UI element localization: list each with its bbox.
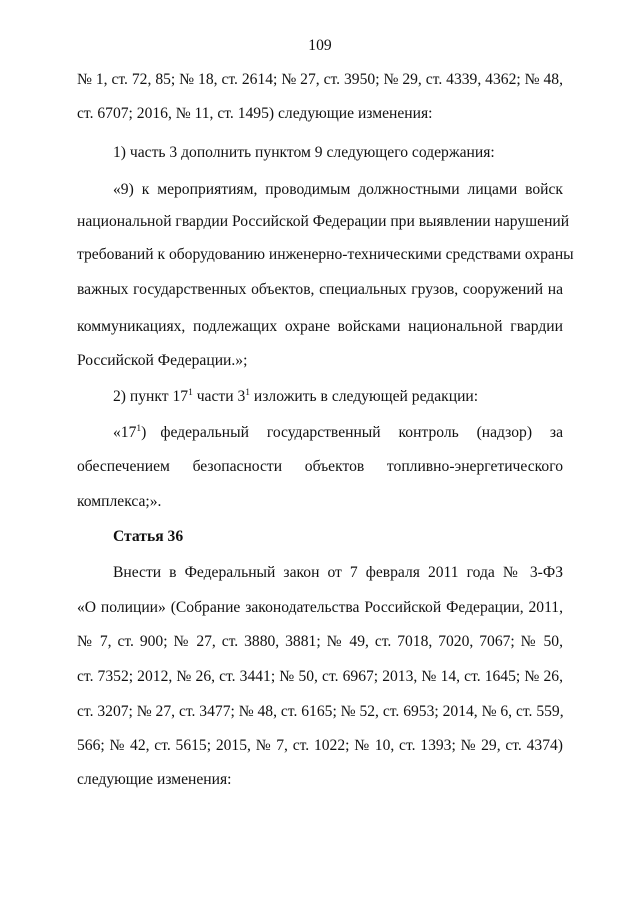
text-line: комплекса;».	[77, 493, 162, 510]
text-line-17-1	[113, 423, 563, 443]
text-line: национальной гвардии Российской Федерации при выявлении нарушений	[77, 213, 570, 230]
text-line: 1) часть 3 дополнить пунктом 9 следующего содержания:	[113, 144, 495, 161]
text-line: ст. 3207; № 27, ст. 3477; № 48, ст. 6165; № 52, ст. 6953; 2014, № 6, ст. 559,	[77, 703, 564, 720]
text-line: ст. 6707; 2016, № 11, ст. 1495) следующие изменения:	[77, 105, 433, 122]
superscript: 1	[245, 388, 251, 398]
text-line-item-2	[113, 387, 563, 407]
superscript: 1	[188, 388, 193, 398]
text-line: требований к оборудованию инженерно-техническими средствами охраны	[77, 246, 574, 263]
item-17-1-text: федеральный государственный контроль (надзор) за	[160, 424, 563, 441]
superscript: 1	[136, 424, 142, 434]
text-line: Внести в Федеральный закон от 7 февраля 2011 года № 3-ФЗ	[113, 564, 563, 581]
text-line: коммуникациях, подлежащих охране войсками национальной гвардии	[77, 318, 563, 335]
item2-part-c: изложить в следующей редакции:	[250, 388, 479, 405]
text-line: «О полиции» (Собрание законодательства Российской Федерации, 2011,	[77, 599, 563, 616]
text-line: важных государственных объектов, специальных грузов, сооружений на	[77, 281, 563, 298]
text-line: «9) к мероприятиям, проводимым должностными лицами войск	[113, 181, 563, 198]
article-heading: Статья 36	[113, 528, 184, 545]
text-line: № 1, ст. 72, 85; № 18, ст. 2614; № 27, ст. 3950; № 29, ст. 4339, 4362; № 48,	[77, 71, 563, 88]
text-line: обеспечением безопасности объектов топливно-энергетического	[77, 458, 563, 475]
text-line: № 7, ст. 900; № 27, ст. 3880, 3881; № 49, ст. 7018, 7020, 7067; № 50,	[77, 633, 563, 650]
text-line: 566; № 42, ст. 5615; 2015, № 7, ст. 1022; № 10, ст. 1393; № 29, ст. 4374)	[77, 737, 563, 754]
item-17-1-label: «$17^1$)	[113, 424, 147, 441]
text-line: Российской Федерации.»;	[77, 352, 248, 369]
item2-part-a: 2) пункт 17	[113, 388, 189, 405]
item2-part-b: части 3	[192, 388, 246, 405]
text-line: ст. 7352; 2012, № 26, ст. 3441; № 50, ст. 6967; 2013, № 14, ст. 1645; № 26,	[77, 668, 563, 685]
text-line: следующие изменения:	[77, 771, 232, 788]
page-number: 109	[308, 37, 332, 54]
